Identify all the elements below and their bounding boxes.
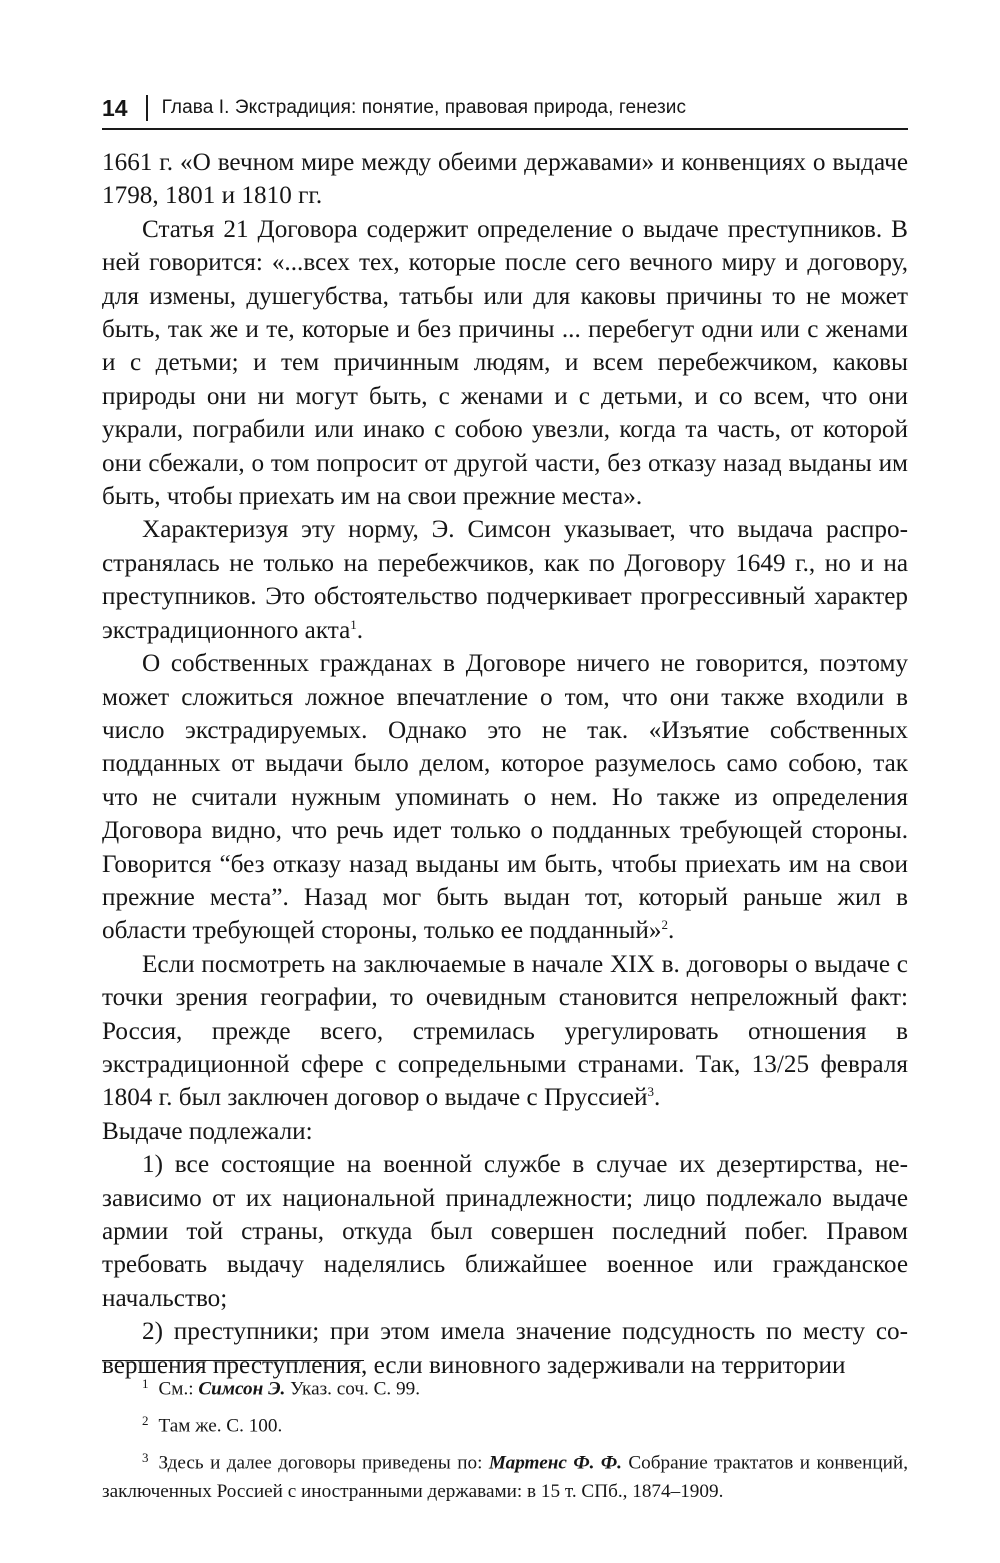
paragraph-text: 1661 г. «О вечном мире между обеими державами» и конвенциях о выдаче 1798, 1801 и 1810 гг. [102,149,908,210]
paragraph-text: 1) все состоящие на военной службе в случае их дезертирства, независимо от их национальной принадлежности; лицо подлежало выдаче армии той страны, откуда был совершен последний побег. Правом требовать выдачу наделялись ближайшее военное или гражданское начальство; [102,1151,908,1312]
paragraph-text: О собственных гражданах в Договоре ничего не говорится, поэтому может сложиться ложное впечатление о том, что они также входили в число экстрадируемых. Однако это не так. «Изъятие собственных подданных от выдачи было делом, которое разумелось само собою, так что не считали нужным упоминать о нем. Но также из определения Договора видно, что речь идет только о подданных требующей стороны. Говорится “без отказу назад выданы им быть, чтобы приехать им на свои прежние места”. Назад мог быть выдан тот, который раньше жил в области требующей стороны, только ее подданный» [102,650,908,945]
footnote-text: Там же. С. 100. [158,1415,283,1437]
footnote-divider [102,1360,364,1361]
paragraph [102,213,908,514]
page-number: 14 [102,94,128,121]
main-text [102,146,908,1382]
footnote-3 [102,1444,908,1507]
paragraph-end: . [356,616,364,644]
footnote-ref[interactable]: 2 [661,917,668,933]
footnote-mark: 3 [142,1450,149,1465]
footnote-text: Указ. соч. С. 99. [285,1378,421,1400]
chapter-title: Глава I. Экстрадиция: понятие, правовая природа, генезис [161,97,687,118]
paragraph [102,647,908,948]
footnote-text: См.: [158,1378,199,1400]
paragraph-text: Если посмотреть на заключаемые в начале XIX в. договоры о выдаче с точки зрения географии, то очевидным становится непреложный факт: Россия, прежде всего, стремилась урегулировать отношения в экстрадиционной сфере с сопредельными странами. Так, 13/25 февраля 1804 г. был заключен договор о выдаче с Пруссией [102,950,908,1112]
header-separator [146,95,148,121]
footnote-1 [102,1370,908,1404]
running-header [102,88,908,130]
paragraph-text: Выдаче подлежали: [102,1117,313,1145]
paragraph [102,146,908,213]
paragraph-end: . [654,1084,661,1112]
paragraph [102,1115,908,1148]
footnote-author: Мартенс Ф. Ф. [488,1452,622,1474]
footnote-text: Здесь и далее договоры приведены по: [158,1452,489,1474]
list-item [102,1148,908,1315]
footnote-mark: 1 [142,1376,149,1391]
footnote-ref[interactable]: 1 [350,616,357,632]
footnote-mark: 2 [142,1413,149,1428]
footnote-author: Симсон Э. [198,1378,286,1400]
paragraph-text: 2) преступники; при этом имела значение подсудность по месту совершения преступления, если виновного задерживали на территории [102,1318,908,1379]
paragraph-text: Статья 21 Договора содержит определение о выдаче преступников. В ней говорится: «...всех тех, которые после сего вечного миру и договору, для измены, душегубства, татьбы или для каковы причины то не может быть, так же и те, которые и без причины ... перебегут одни или с женами и с детьми; и тем причинным людям, и всем перебежчиком, каковы природы они ни могут быть, с женами и с детьми, и со всем, что они украли, пограбили или инако с собою увезли, когда та часть, от которой они сбежали, о том попросит от другой части, без отказу назад выданы им быть, чтобы приехать им на свои прежние места». [102,215,908,511]
footnote-ref[interactable]: 3 [647,1084,655,1100]
footnote-text: Собрание трактатов и конвенций, заключенных Россией с иностранными державами: в 15 т. СПб., 1874–1909. [102,1452,908,1502]
paragraph-text: Характеризуя эту норму, Э. Симсон указывает, что выдача распространялась не только на перебежчиков, как по Договору 1649 г., но и на преступников. Это обстоятельство подчеркивает прогрессивный характер экстрадиционного акта [102,516,908,644]
paragraph [102,948,908,1115]
footnotes [102,1370,908,1510]
footnote-2 [102,1407,908,1441]
paragraph-end: . [667,917,675,945]
paragraph [102,513,908,647]
